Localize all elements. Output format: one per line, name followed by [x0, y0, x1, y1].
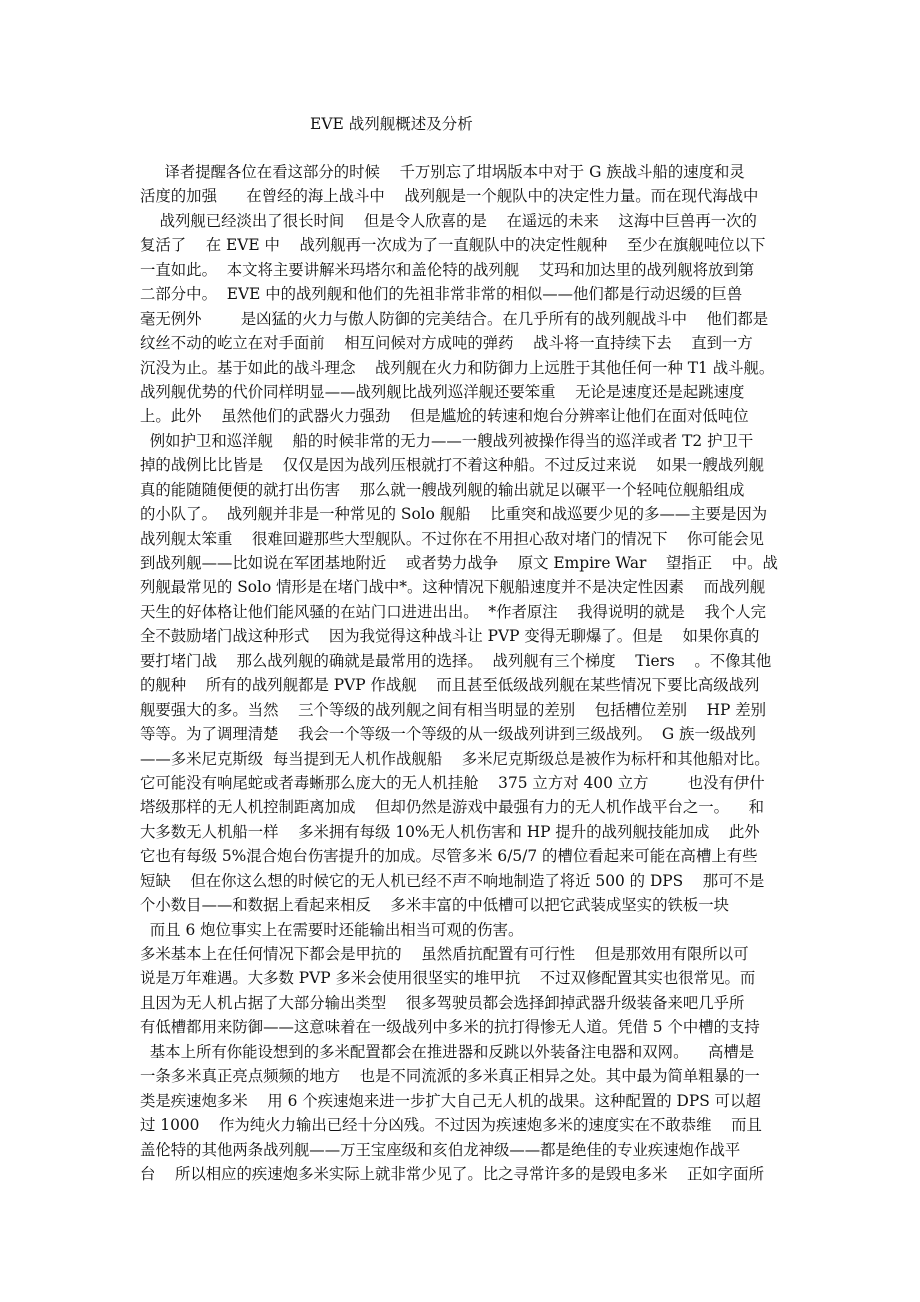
body-line: 基本上所有你能设想到的多米配置都会在推进器和反跳以外装备注电器和双网。 高槽是 — [140, 1042, 755, 1061]
body-line: 塔级那样的无人机控制距离加成 但却仍然是游戏中最强有力的无人机作战平台之一。 和 — [140, 798, 764, 817]
body-line: 而且 6 炮位事实上在需要时还能输出相当可观的伤害。 — [140, 920, 524, 939]
document-title: EVE 战列舰概述及分析 — [310, 115, 473, 133]
body-line: 它可能没有响尾蛇或者毒蜥那么庞大的无人机挂舱 375 立方对 400 立方 也没有伊什 — [140, 773, 765, 792]
body-line: 类是疾速炮多米 用 6 个疾速炮来进一步扩大自己无人机的战果。这种配置的 DPS 可以超 — [140, 1091, 761, 1110]
body-line: 复活了 在 EVE 中 战列舰再一次成为了一直舰队中的决定性舰种 至少在旗舰吨位以下 — [140, 236, 766, 255]
body-line: 一直如此。 本文将主要讲解米玛塔尔和盖伦特的战列舰 艾玛和加达里的战列舰将放到第 — [140, 260, 755, 279]
body-line: 说是万年难遇。大多数 PVP 多米会使用很坚实的堆甲抗 不过双修配置其实也很常见。而 — [140, 969, 756, 988]
body-line: 它也有每级 5%混合炮台伤害提升的加成。尽管多米 6/5/7 的槽位看起来可能在高槽上有些 — [140, 847, 758, 866]
body-line: 战列舰优势的代价同样明显——战列舰比战列巡洋舰还要笨重 无论是速度还是起跳速度 — [140, 382, 745, 401]
body-line: 例如护卫和巡洋舰 船的时候非常的无力——一艘战列被操作得当的巡洋或者 T2 护卫干 — [140, 431, 754, 450]
body-line: 全不鼓励堵门战这种形式 因为我觉得这种战斗让 PVP 变得无聊爆了。但是 如果你真的 — [140, 627, 760, 646]
body-line: 的舰种 所有的战列舰都是 PVP 作战舰 而且甚至低级战列舰在某些情况下要比高级战列 — [140, 676, 760, 695]
body-line: 短缺 但在你这么想的时候它的无人机已经不声不响地制造了将近 500 的 DPS 那可不是 — [140, 871, 765, 890]
body-line: 等等。为了调理清楚 我会一个等级一个等级的从一级战列讲到三级战列。 G 族一级战列 — [140, 725, 756, 744]
body-line: ——多米尼克斯级 每当提到无人机作战舰船 多米尼克斯级总是被作为标杆和其他船对比。 — [140, 749, 770, 768]
body-line: 列舰最常见的 Solo 情形是在堵门战中*。这种情况下舰船速度并不是决定性因素 而战列舰 — [140, 578, 766, 597]
body-line: 舰要强大的多。当然 三个等级的战列舰之间有相当明显的差别 包括槽位差别 HP 差别 — [140, 700, 767, 719]
body-line: 个小数目——和数据上看起来相反 多米丰富的中低槽可以把它武装成坚实的铁板一块 — [140, 896, 730, 915]
body-line: 到战列舰——比如说在军团基地附近 或者势力战争 原文 Empire War 望指正 中。战 — [140, 554, 778, 572]
body-line: 真的能随随便便的就打出伤害 那么就一艘战列舰的输出就足以碾平一个轻吨位舰船组成 — [140, 480, 745, 499]
body-line: 掉的战例比比皆是 仅仅是因为战列压根就打不着这种船。不过反过来说 如果一艘战列舰 — [140, 456, 764, 475]
body-line: 二部分中。 EVE 中的战列舰和他们的先祖非常非常的相似——他们都是行动迟缓的巨兽 — [140, 285, 743, 304]
body-line: 且因为无人机占据了大部分输出类型 很多驾驶员都会选择卸掉武器升级装备来吧几乎所 — [140, 993, 745, 1012]
body-line: 有低槽都用来防御——这意味着在一级战列中多米的抗打得惨无人道。凭借 5 个中槽的支持 — [140, 1018, 760, 1037]
body-line: 台 所以相应的疾速炮多米实际上就非常少见了。比之寻常许多的是毁电多米 正如字面所 — [140, 1164, 764, 1183]
body-line: 多米基本上在任何情况下都会是甲抗的 虽然盾抗配置有可行性 但是那效用有限所以可 — [140, 945, 749, 963]
body-line: 一条多米真正亮点频频的地方 也是不同流派的多米真正相异之处。其中最为简单粗暴的一 — [140, 1067, 760, 1086]
body-line: 盖伦特的其他两条战列舰——万王宝座级和亥伯龙神级——都是绝佳的专业疾速炮作战平 — [140, 1140, 741, 1159]
body-line: 活度的加强 在曾经的海上战斗中 战列舰是一个舰队中的决定性力量。而在现代海战中 — [140, 187, 759, 206]
body-line: 的小队了。 战列舰并非是一种常见的 Solo 舰船 比重突和战巡要少见的多——主要是因为 — [140, 505, 768, 524]
body-line: 战列舰已经淡出了很长时间 但是令人欣喜的是 在遥远的未来 这海中巨兽再一次的 — [140, 211, 757, 230]
body-line: 大多数无人机船一样 多米拥有每级 10%无人机伤害和 HP 提升的战列舰技能加成 此外 — [140, 822, 760, 841]
body-line: 译者提醒各位在看这部分的时候 千万别忘了坩埚版本中对于 G 族战斗船的速度和灵 — [140, 163, 745, 181]
body-line: 天生的好体格让他们能风骚的在站门口进进出出。 *作者原注 我得说明的就是 我个人完 — [140, 602, 767, 621]
body-line: 战列舰太笨重 很难回避那些大型舰队。不过你在不用担心敌对堵门的情况下 你可能会见 — [140, 529, 764, 548]
body-line: 上。此外 虽然他们的武器火力强劲 但是尴尬的转速和炮台分辨率让他们在面对低吨位 — [140, 407, 749, 426]
body-line: 过 1000 作为纯火力输出已经十分凶残。不过因为疾速炮多米的速度实在不敢恭维 而且 — [140, 1116, 762, 1135]
document-body — [140, 160, 790, 1186]
body-line: 沉没为止。基于如此的战斗理念 战列舰在火力和防御力上远胜于其他任何一种 T1 战斗舰。 — [140, 358, 775, 377]
body-line: 要打堵门战 那么战列舰的确就是最常用的选择。 战列舰有三个梯度 Tiers 。不像其他 — [140, 651, 772, 670]
body-line: 纹丝不动的屹立在对手面前 相互问候对方成吨的弹药 战斗将一直持续下去 直到一方 — [140, 334, 753, 353]
body-line: 毫无例外 是凶猛的火力与傲人防御的完美结合。在几乎所有的战列舰战斗中 他们都是 — [140, 309, 769, 328]
